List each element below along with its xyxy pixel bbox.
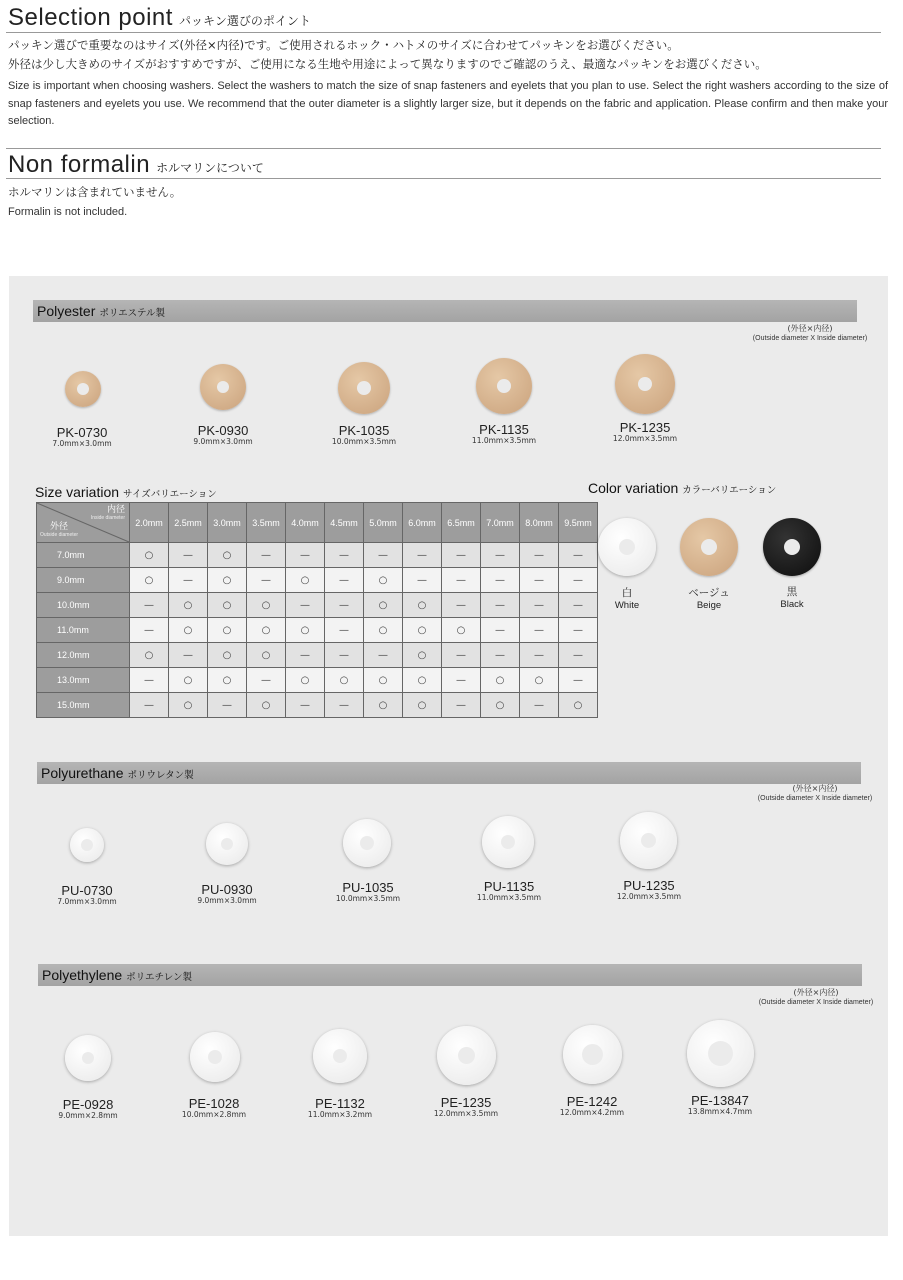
table-corner-header: 内径 Inside diameter 外径 Outside diameter (37, 503, 130, 543)
color-swatch-beige (680, 518, 738, 576)
polyethylene-bar (38, 964, 862, 986)
table-cell: ○ (247, 643, 286, 668)
item-pk-1035: PK-1035 10.0mm×3.5mm (331, 423, 397, 446)
washer-pu-1035 (343, 819, 391, 867)
col-header: 2.0mm (130, 503, 169, 543)
table-cell: — (442, 668, 481, 693)
table-cell: ○ (403, 668, 442, 693)
table-cell: — (520, 693, 559, 718)
formalin-title-jp: ホルマリンについて (156, 161, 264, 175)
col-header: 8.0mm (520, 503, 559, 543)
table-cell: — (442, 643, 481, 668)
row-header: 13.0mm (37, 668, 130, 693)
selection-en-text: Size is important when choosing washers. Select the washers to match the size of snap fasteners and eyelets that you plan to use. Select the right washers according to the size of snap fasteners and eyelets you use. We recommend that the outer diameter is a slightly larger size, but it depends on the fabric and application. Please confirm and then make your selection. (8, 80, 888, 127)
table-cell: — (130, 618, 169, 643)
washer-pk-0930 (200, 364, 246, 410)
size-variation-heading: Size variation サイズバリエーション (35, 484, 217, 500)
table-cell: — (442, 568, 481, 593)
table-cell: ○ (325, 668, 364, 693)
table-cell: ○ (481, 693, 520, 718)
item-pu-1235: PU-1235 12.0mm×3.5mm (616, 878, 682, 901)
polyurethane-dim-note: (外径×内径) (Outside diameter X Inside diameter) (757, 784, 873, 802)
table-cell: ○ (247, 593, 286, 618)
washer-pe-1235 (437, 1026, 496, 1085)
table-cell: — (325, 543, 364, 568)
table-cell: — (481, 568, 520, 593)
row-header: 11.0mm (37, 618, 130, 643)
table-cell: — (169, 568, 208, 593)
washer-pe-0928 (65, 1035, 111, 1081)
item-pk-1135: PK-1135 11.0mm×3.5mm (471, 422, 537, 445)
washer-pe-1132 (313, 1029, 367, 1083)
table-cell: — (559, 568, 598, 593)
table-cell: — (247, 668, 286, 693)
table-cell: — (481, 543, 520, 568)
item-pu-0730: PU-0730 7.0mm×3.0mm (57, 883, 117, 906)
table-row (37, 543, 598, 568)
table-cell: ○ (208, 593, 247, 618)
table-cell: — (481, 593, 520, 618)
polyurethane-title: Polyurethane ポリウレタン製 (41, 765, 194, 781)
table-cell: ○ (286, 568, 325, 593)
washer-pu-0930 (206, 823, 248, 865)
table-cell: — (520, 618, 559, 643)
table-cell: — (286, 543, 325, 568)
color-variation-heading: Color variation カラーバリエーション (588, 480, 777, 496)
table-cell: ○ (169, 668, 208, 693)
formalin-title-en: Non formalin (8, 151, 151, 178)
polyethylene-dim-note: (外径×内径) (Outside diameter X Inside diameter) (758, 988, 874, 1006)
table-cell: ○ (247, 618, 286, 643)
washer-pu-0730 (70, 828, 104, 862)
table-cell: — (286, 593, 325, 618)
item-pe-1132: PE-1132 11.0mm×3.2mm (307, 1096, 373, 1119)
table-cell: — (286, 693, 325, 718)
table-cell: ○ (286, 668, 325, 693)
table-cell: — (403, 543, 442, 568)
table-cell: ○ (364, 568, 403, 593)
polyurethane-bar (37, 762, 861, 784)
divider (6, 148, 881, 149)
formalin-jp-text: ホルマリンは含まれていません。 (8, 185, 182, 199)
washer-pk-0730 (65, 371, 101, 407)
table-cell: — (442, 593, 481, 618)
table-cell: — (286, 643, 325, 668)
selection-jp-line2: 外径は少し大きめのサイズがおすすめですが、ご使用になる生地や用途によって異なりますのでご確認のうえ、最適なパッキンをお選びください。 (8, 57, 767, 71)
item-pe-1235: PE-1235 12.0mm×3.5mm (433, 1095, 499, 1118)
polyester-title: Polyester ポリエステル製 (37, 303, 166, 319)
table-cell: — (481, 643, 520, 668)
table-cell: — (559, 668, 598, 693)
table-cell: — (520, 543, 559, 568)
selection-title-en: Selection point (8, 4, 173, 31)
table-cell: — (325, 693, 364, 718)
table-cell: — (520, 643, 559, 668)
washer-pu-1135 (482, 816, 534, 868)
table-row (37, 618, 598, 643)
product-panel (9, 276, 888, 1236)
row-header: 9.0mm (37, 568, 130, 593)
table-cell: ○ (130, 643, 169, 668)
table-row (37, 668, 598, 693)
col-header: 4.0mm (286, 503, 325, 543)
table-cell: — (169, 643, 208, 668)
color-label-beige: ベージュ Beige (688, 587, 730, 611)
col-header: 6.0mm (403, 503, 442, 543)
table-cell: — (442, 693, 481, 718)
color-label-black: 黒 Black (780, 586, 804, 610)
color-label-white: 白 White (614, 587, 640, 611)
row-header: 12.0mm (37, 643, 130, 668)
table-cell: — (364, 543, 403, 568)
table-row (37, 568, 598, 593)
table-cell: — (403, 568, 442, 593)
table-cell: — (559, 643, 598, 668)
row-header: 15.0mm (37, 693, 130, 718)
selection-jp-line1: パッキン選びで重要なのはサイズ(外径×内径)です。ご使用されるホック・ハトメのサイズに合わせてパッキンをお選びください。 (8, 38, 679, 52)
table-cell: — (169, 543, 208, 568)
table-cell: ○ (286, 618, 325, 643)
table-cell: ○ (208, 668, 247, 693)
table-cell: ○ (208, 618, 247, 643)
item-pe-1242: PE-1242 12.0mm×4.2mm (559, 1094, 625, 1117)
row-header: 7.0mm (37, 543, 130, 568)
table-cell: ○ (520, 668, 559, 693)
table-cell: ○ (208, 568, 247, 593)
table-cell: ○ (364, 593, 403, 618)
polyester-bar (33, 300, 857, 322)
table-cell: ○ (169, 618, 208, 643)
table-cell: — (325, 568, 364, 593)
divider (6, 178, 881, 179)
table-cell: ○ (169, 693, 208, 718)
table-cell: — (559, 593, 598, 618)
table-cell: — (442, 543, 481, 568)
table-cell: ○ (364, 693, 403, 718)
table-cell: ○ (403, 593, 442, 618)
table-cell: — (520, 568, 559, 593)
table-cell: ○ (364, 668, 403, 693)
table-cell: ○ (442, 618, 481, 643)
col-header: 3.0mm (208, 503, 247, 543)
col-header: 2.5mm (169, 503, 208, 543)
table-cell: ○ (403, 643, 442, 668)
washer-pe-13847 (687, 1020, 754, 1087)
washer-pk-1135 (476, 358, 532, 414)
table-row (37, 643, 598, 668)
item-pe-0928: PE-0928 9.0mm×2.8mm (58, 1097, 118, 1120)
table-cell: ○ (130, 543, 169, 568)
table-cell: ○ (364, 618, 403, 643)
table-cell: — (325, 643, 364, 668)
item-pk-1235: PK-1235 12.0mm×3.5mm (612, 420, 678, 443)
table-cell: — (130, 593, 169, 618)
selection-point-heading (8, 4, 311, 32)
washer-pu-1235 (620, 812, 677, 869)
item-pe-13847: PE-13847 13.8mm×4.7mm (687, 1093, 753, 1116)
table-row (37, 693, 598, 718)
item-pu-1035: PU-1035 10.0mm×3.5mm (335, 880, 401, 903)
table-cell: — (520, 593, 559, 618)
washer-pk-1235 (615, 354, 675, 414)
col-header: 3.5mm (247, 503, 286, 543)
col-header: 4.5mm (325, 503, 364, 543)
polyethylene-title: Polyethylene ポリエチレン製 (42, 967, 193, 983)
item-pk-0730: PK-0730 7.0mm×3.0mm (52, 425, 112, 448)
item-pu-1135: PU-1135 11.0mm×3.5mm (476, 879, 542, 902)
table-cell: — (208, 693, 247, 718)
item-pe-1028: PE-1028 10.0mm×2.8mm (181, 1096, 247, 1119)
table-cell: ○ (247, 693, 286, 718)
washer-pk-1035 (338, 362, 390, 414)
table-cell: ○ (403, 693, 442, 718)
table-cell: ○ (403, 618, 442, 643)
washer-pe-1242 (563, 1025, 622, 1084)
table-cell: ○ (208, 643, 247, 668)
row-header: 10.0mm (37, 593, 130, 618)
color-swatch-black (763, 518, 821, 576)
table-cell: — (130, 668, 169, 693)
table-cell: — (559, 543, 598, 568)
table-cell: ○ (169, 593, 208, 618)
col-header: 5.0mm (364, 503, 403, 543)
table-cell: ○ (208, 543, 247, 568)
polyester-dim-note: (外径×内径) (Outside diameter X Inside diameter) (752, 324, 868, 342)
divider (6, 32, 881, 33)
table-cell: ○ (130, 568, 169, 593)
col-header: 7.0mm (481, 503, 520, 543)
size-variation-table (36, 502, 598, 718)
color-swatch-white (598, 518, 656, 576)
table-cell: — (130, 693, 169, 718)
non-formalin-heading (8, 151, 264, 179)
item-pk-0930: PK-0930 9.0mm×3.0mm (193, 423, 253, 446)
table-cell: ○ (481, 668, 520, 693)
table-cell: — (481, 618, 520, 643)
table-cell: — (325, 593, 364, 618)
table-cell: — (247, 543, 286, 568)
table-cell: — (364, 643, 403, 668)
washer-pe-1028 (190, 1032, 240, 1082)
table-cell: — (559, 618, 598, 643)
table-cell: ○ (559, 693, 598, 718)
table-cell: — (247, 568, 286, 593)
table-cell: — (325, 618, 364, 643)
formalin-en-text: Formalin is not included. (8, 206, 128, 218)
selection-title-jp: パッキン選びのポイント (178, 14, 311, 28)
col-header: 9.5mm (559, 503, 598, 543)
table-row (37, 593, 598, 618)
item-pu-0930: PU-0930 9.0mm×3.0mm (197, 882, 257, 905)
col-header: 6.5mm (442, 503, 481, 543)
